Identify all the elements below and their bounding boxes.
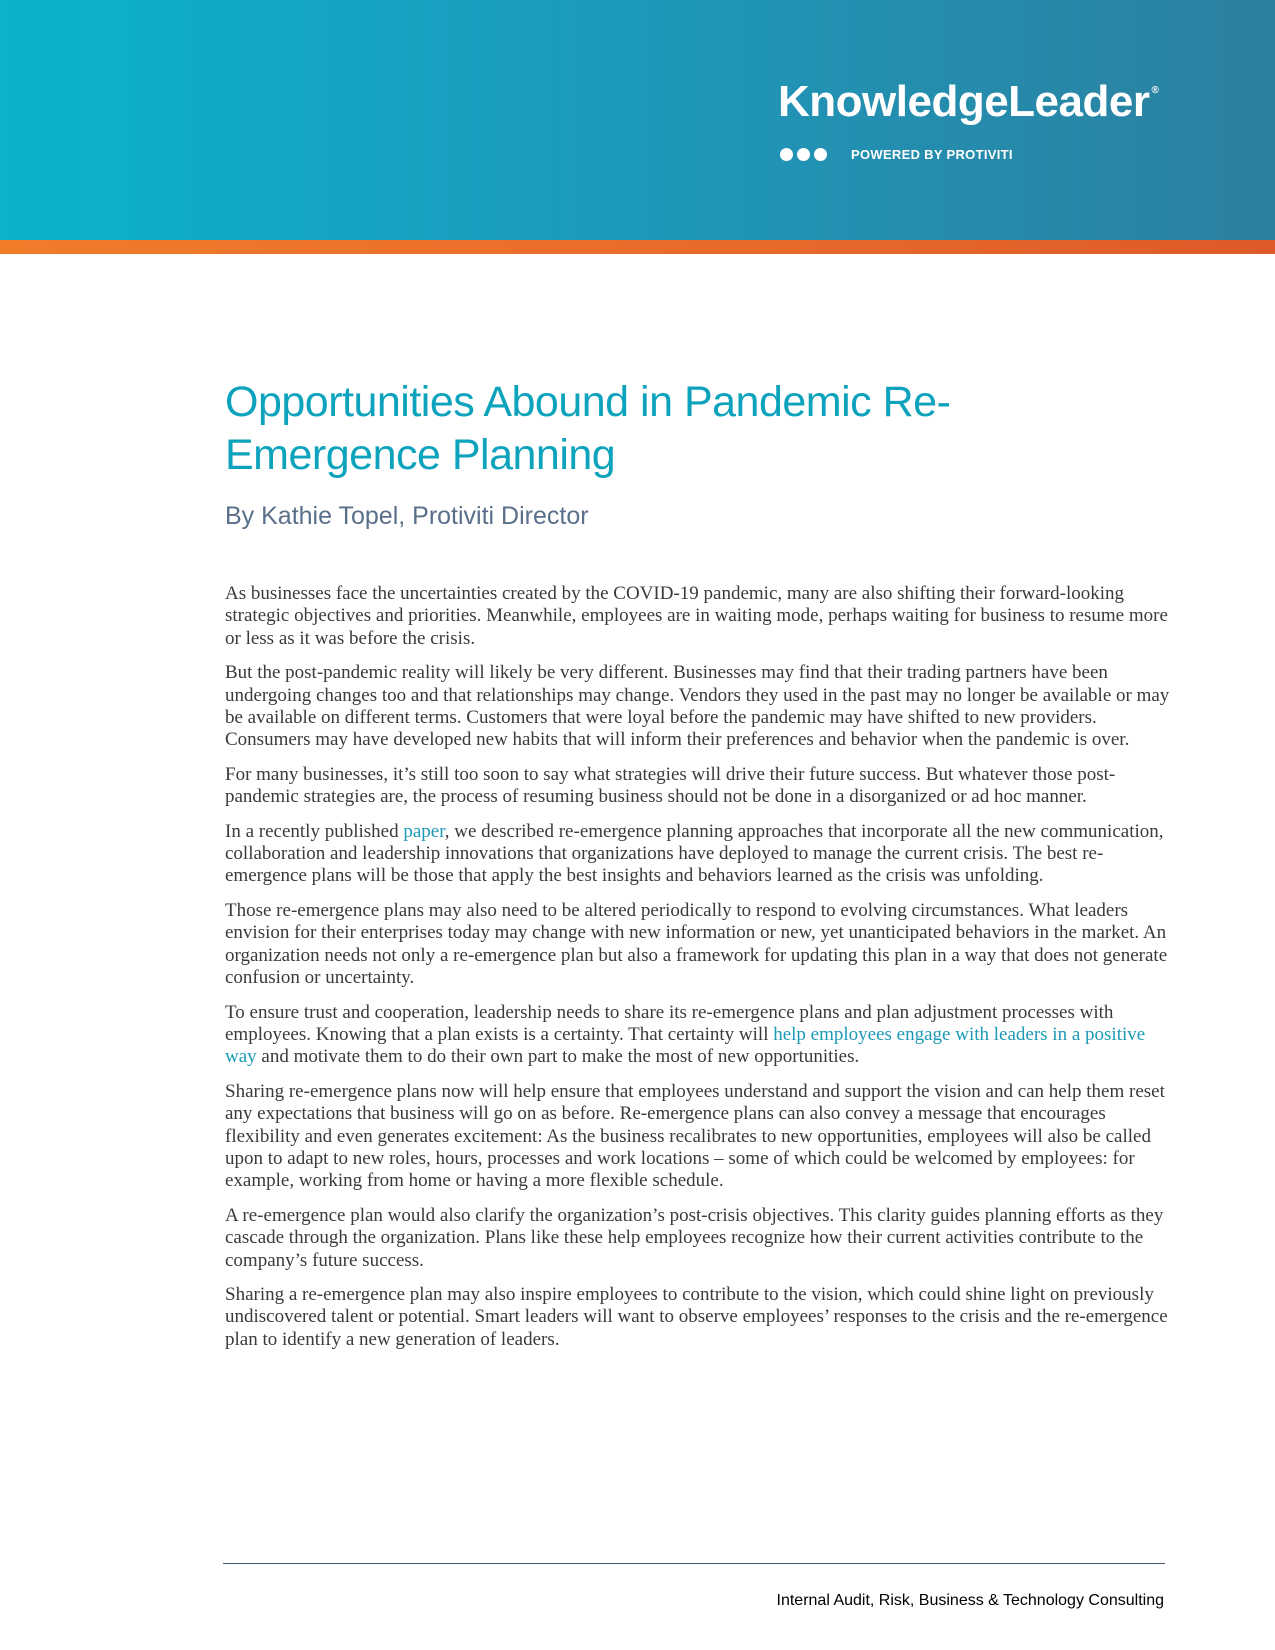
powered-by-row xyxy=(780,146,1013,162)
paragraph xyxy=(225,821,1170,888)
footer-divider xyxy=(223,1563,1165,1564)
paragraph-text: To ensure trust and cooperation, leadership needs to share its re-emergence plans and plan adjustment processes with employees. Knowing that a plan exists is a certainty. That certainty will xyxy=(225,1001,1114,1045)
footer-tagline: Internal Audit, Risk, Business & Technology Consulting xyxy=(776,1592,1164,1609)
powered-by-text: POWERED BY PROTIVITI xyxy=(851,146,1013,162)
header-accent-stripe xyxy=(0,240,1275,254)
paragraph-text: , we described re-emergence planning approaches that incorporate all the new communication, collaboration and leadership innovations that organizations have deployed to manage the current crisis. The best re-emergence plans will be those that apply the best insights and behaviors learned as the crisis was unfolding. xyxy=(225,820,1164,887)
logo-text: KnowledgeLeader xyxy=(778,77,1150,126)
article-body xyxy=(225,583,1170,1363)
logo-dot-icon xyxy=(797,148,810,161)
paragraph: As businesses face the uncertainties created by the COVID-19 pandemic, many are also shifting their forward-looking strategic objectives and priorities. Meanwhile, employees are in waiting mode, perhaps waiting for business to resume more or less as it was before the crisis. xyxy=(225,583,1168,649)
paragraph: But the post-pandemic reality will likely be very different. Businesses may find that their trading partners have been undergoing changes too and that relationships may change. Vendors they used in the past may no longer be available or may be available on different terms. Customers that were loyal before the pandemic may have shifted to new providers. Consumers may have developed new habits that will inform their preferences and behavior when the pandemic is over. xyxy=(225,662,1170,751)
paragraph-text: and motivate them to do their own part to make the most of new opportunities. xyxy=(256,1046,860,1068)
header-banner xyxy=(0,0,1275,240)
paragraph: Those re-emergence plans may also need to be altered periodically to respond to evolving circumstances. What leaders envision for their enterprises today may change with new information or new, yet unanticipated behaviors in the market. An organization needs not only a re-emergence plan but also a framework for updating this plan in a way that does not generate confusion or uncertainty. xyxy=(225,899,1168,989)
paragraph: For many businesses, it’s still too soon to say what strategies will drive their future success. But whatever those post-pandemic strategies are, the process of resuming business should not be done in a disorganized or ad hoc manner. xyxy=(225,763,1116,808)
article-title: Opportunities Abound in Pandemic Re-Emergence Planning xyxy=(225,378,951,479)
paragraph xyxy=(225,1002,1170,1069)
paper-link[interactable]: paper xyxy=(403,820,445,842)
help-employees-engage-link[interactable]: help employees engage with leaders in a positive way xyxy=(225,1023,1146,1068)
article-byline: By Kathie Topel, Protiviti Director xyxy=(225,502,589,530)
logo-dot-icon xyxy=(814,148,827,161)
paragraph: A re-emergence plan would also clarify the organization’s post-crisis objectives. This clarity guides planning efforts as they cascade through the organization. Plans like these help employees recognize how their current activities contribute to the company’s future success. xyxy=(225,1204,1164,1271)
paragraph: Sharing a re-emergence plan may also inspire employees to contribute to the vision, which could shine light on previously undiscovered talent or potential. Smart leaders will want to observe employees’ responses to the crisis and the re-emergence plan to identify a new generation of leaders. xyxy=(225,1283,1168,1350)
logo-dot-icon xyxy=(780,148,793,161)
registered-mark: ® xyxy=(1151,85,1159,96)
paragraph-text: In a recently published xyxy=(225,820,404,842)
knowledgeleader-logo[interactable] xyxy=(778,77,1159,126)
paragraph: Sharing re-emergence plans now will help ensure that employees understand and support the vision and can help them reset any expectations that business will go on as before. Re-emergence plans can also convey a message that encourages flexibility and even generates excitement: As the business recalibrates to new opportunities, employees will also be called upon to adapt to new roles, hours, processes and work locations – some of which could be welcomed by employees: for example, working from home or having a more flexible schedule. xyxy=(225,1080,1165,1192)
